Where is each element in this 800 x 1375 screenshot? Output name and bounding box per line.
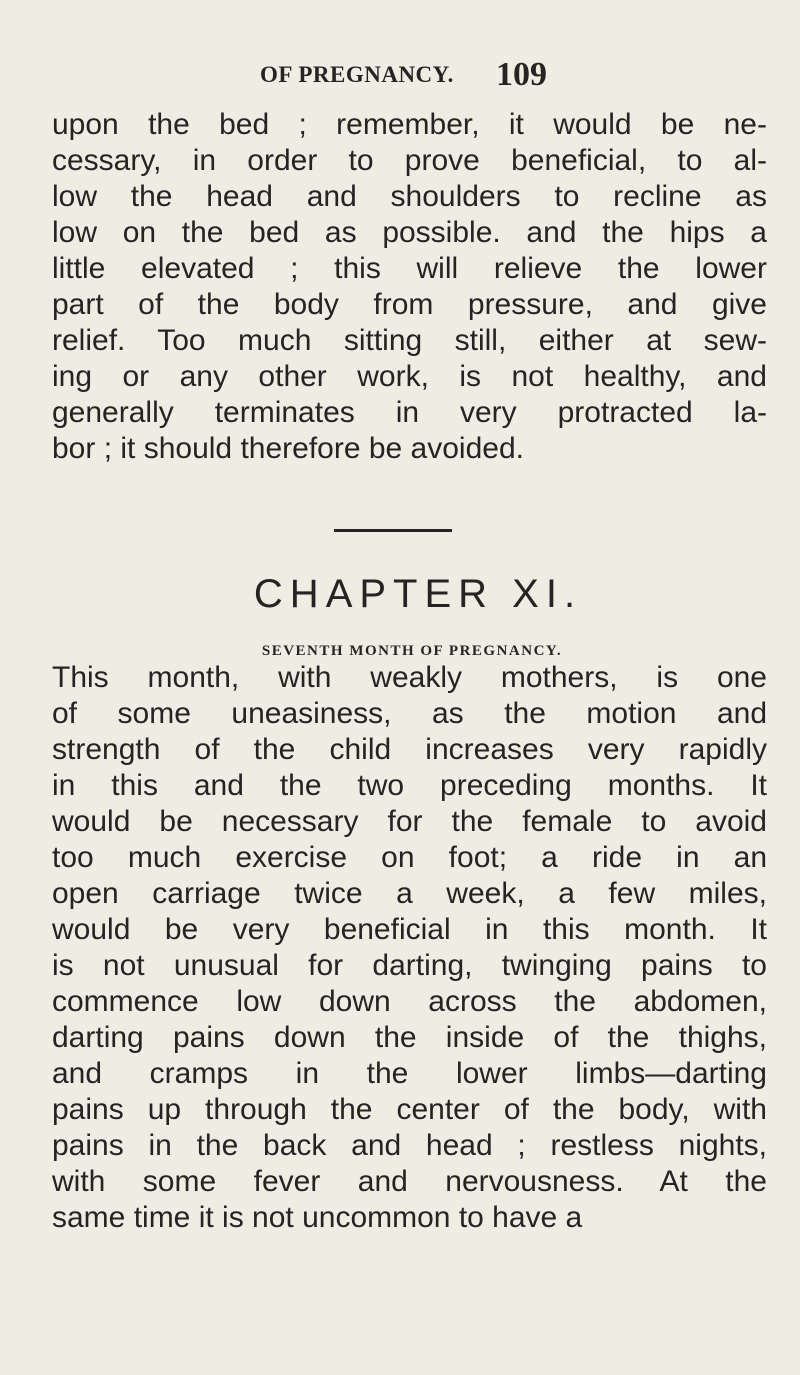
section-divider	[334, 529, 452, 532]
text-line: pains in the back and head ; restless nights,	[52, 1129, 767, 1162]
text-line: ing or any other work, is not healthy, and	[52, 360, 767, 393]
text-line: of some uneasiness, as the motion and	[52, 697, 767, 730]
text-line: upon the bed ; remember, it would be ne-	[52, 108, 767, 141]
text-line: too much exercise on foot; a ride in an	[52, 841, 767, 874]
text-line: in this and the two preceding months. It	[52, 769, 767, 802]
text-line: would be necessary for the female to avoid	[52, 805, 767, 838]
text-line: bor ; it should therefore be avoided.	[52, 432, 524, 465]
text-line: generally terminates in very protracted la-	[52, 396, 767, 429]
running-head	[260, 56, 760, 96]
text-line: is not unusual for darting, twinging pains to	[52, 949, 767, 982]
text-line: cessary, in order to prove beneficial, to al-	[52, 144, 767, 177]
text-line: commence low down across the abdomen,	[52, 985, 767, 1018]
paragraph-continued	[52, 107, 767, 467]
text-line: would be very beneficial in this month. It	[52, 913, 767, 946]
paragraph-chapter-opening	[52, 660, 767, 1236]
text-line: This month, with weakly mothers, is one	[52, 661, 767, 694]
text-line: same time it is not uncommon to have a	[52, 1201, 583, 1234]
text-line: little elevated ; this will relieve the lower	[52, 252, 767, 285]
text-line: and cramps in the lower limbs—darting	[52, 1057, 767, 1090]
running-title: OF PREGNANCY.	[260, 62, 454, 87]
text-line: open carriage twice a week, a few miles,	[52, 877, 767, 910]
text-line: with some fever and nervousness. At the	[52, 1165, 767, 1198]
text-line: part of the body from pressure, and give	[52, 288, 767, 321]
text-line: strength of the child increases very rapidly	[52, 733, 767, 766]
chapter-subtitle: SEVENTH MONTH OF PREGNANCY.	[261, 643, 563, 659]
page-number: 109	[496, 56, 547, 93]
text-line: relief. Too much sitting still, either at sew-	[52, 324, 767, 357]
text-line: low on the bed as possible. and the hips a	[52, 216, 767, 249]
text-line: pains up through the center of the body, with	[52, 1093, 767, 1126]
text-line: low the head and shoulders to recline as	[52, 180, 767, 213]
text-line: darting pains down the inside of the thighs,	[52, 1021, 767, 1054]
chapter-heading: CHAPTER XI.	[253, 572, 583, 616]
